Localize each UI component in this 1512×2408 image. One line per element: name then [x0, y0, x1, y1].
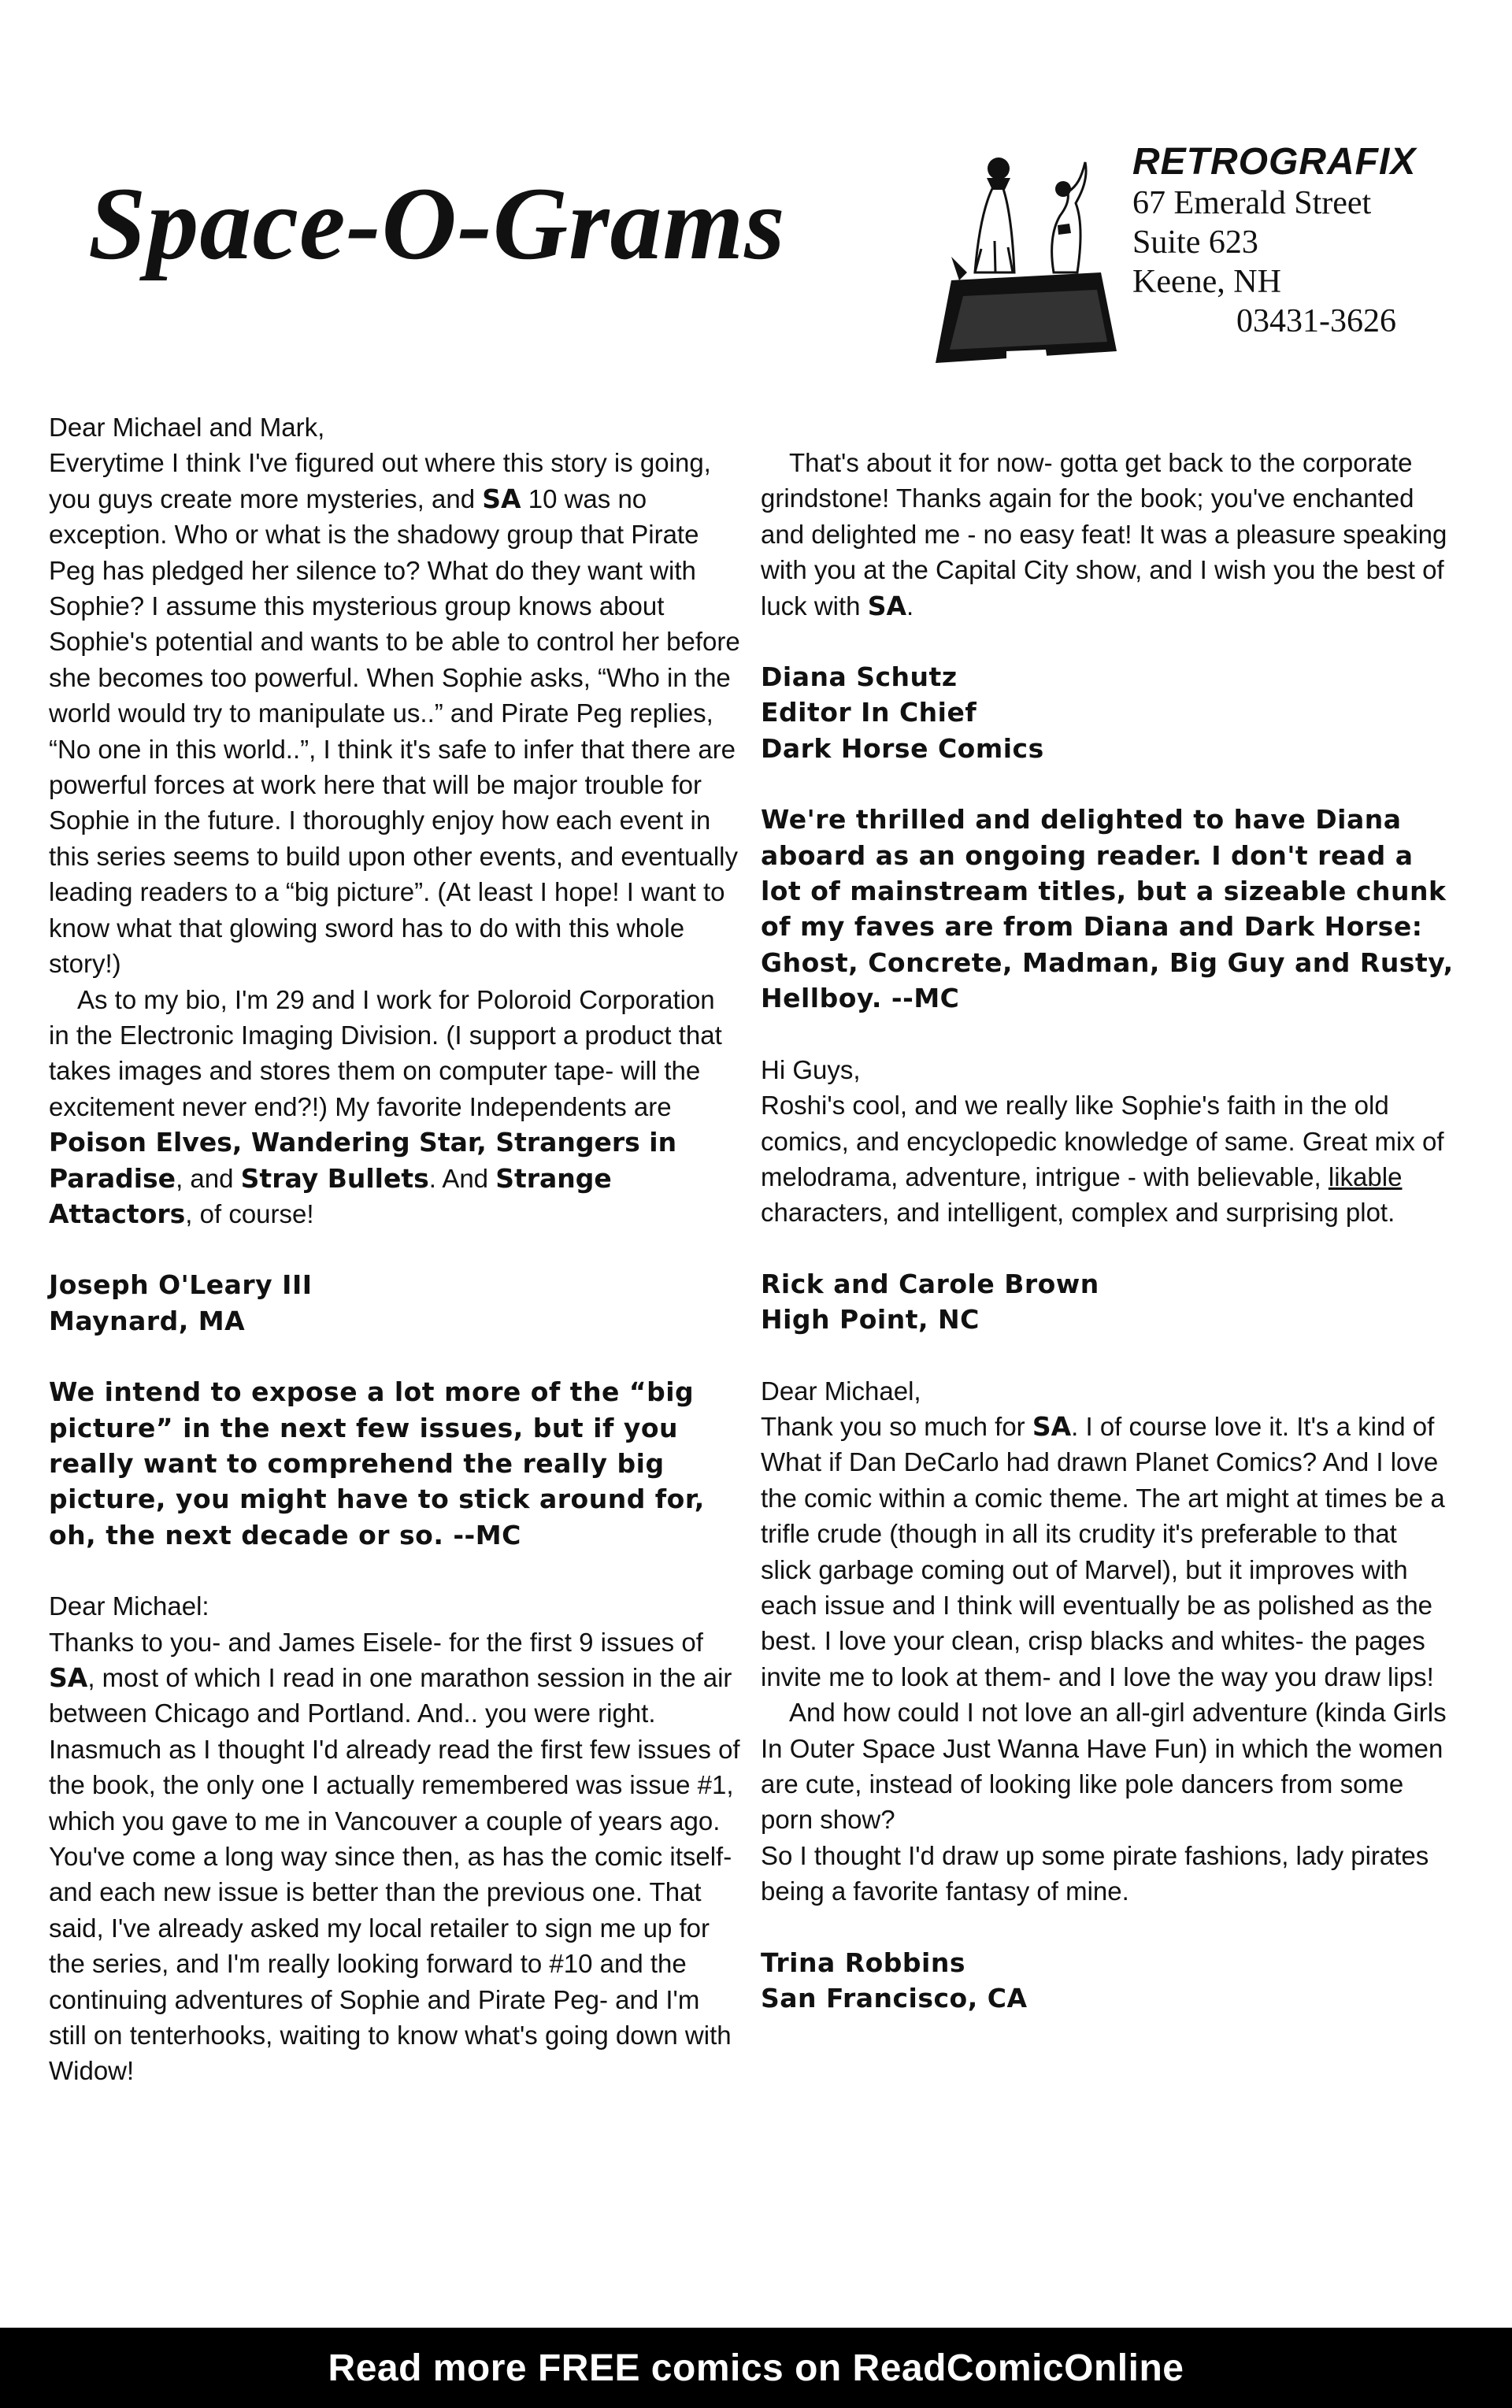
letter-paragraph: Everytime I think I've figured out where this story is going, you guys create more mysteries, and SA 10 was no exception. Who or what is the shadowy group that Pirate Peg has pledged her silence to? What do they want with Sophie? I assume this mysterious group knows about Sophie's potential and wants to be able to control her before she becomes too powerful. When Sophie asks, “Who in the world would try to manipulate us..” and Pirate Peg replies, “No one in this world..”, I think it's safe to infer that there are powerful forces at work here that will be major trouble for Sophie in the future. I thoroughly enjoy how each event in this series seems to build upon other events, and eventually leading readers to a “big picture”. (At least I hope! I want to know what that glowing sword has to do with this whole story!): [49, 448, 740, 979]
publisher-brand: RETROGRAFIX: [1132, 141, 1417, 183]
signature-place: High Point, NC: [761, 1304, 980, 1336]
signature-name: Joseph O'Leary III: [49, 1269, 313, 1301]
letter-signature: [761, 1266, 1454, 1338]
letter-paragraph: And how could I not love an all-girl adventure (kinda Girls In Outer Space Just Wanna Have Fun) in which the women are cute, instead of looking like pole dancers from some porn show?: [761, 1698, 1447, 1835]
letter-signature: [761, 659, 1454, 766]
address-city: Keene, NH: [1132, 263, 1281, 300]
letter-paragraph: So I thought I'd draw up some pirate fashions, lady pirates being a favorite fantasy of mine.: [761, 1840, 1429, 1906]
letter-signature: [761, 1945, 1454, 2017]
editor-reply: We're thrilled and delighted to have Diana aboard as an ongoing reader. I don't read a lot of mainstream titles, but a sizeable chunk of my faves are from Diana and Dark Horse: Ghost, Concrete, Madman, Big Guy and Rusty, Hellboy. --MC: [761, 804, 1454, 1014]
address-street: 67 Emerald Street: [1132, 184, 1372, 221]
letter-paragraph: That's about it for now- gotta get back to the corporate grindstone! Thanks again for the book; you've enchanted and delighted me - no easy feat! It was a pleasure speaking with you at the Capital City show, and I wish you the best of luck with SA.: [761, 448, 1447, 621]
page-title: Space-O-Grams: [88, 165, 786, 281]
signature-name: Rick and Carole Brown: [761, 1268, 1099, 1299]
letter-paragraph: Roshi's cool, and we really like Sophie's faith in the old comics, and encyclopedic knowledge of same. Great mix of melodrama, adventure, intrigue - with believable, likable characters, and intelligent, complex and surprising plot.: [761, 1091, 1444, 1228]
footer-link-text[interactable]: Read more FREE comics on ReadComicOnline: [328, 2347, 1184, 2389]
letter-greeting: Hi Guys,: [761, 1054, 861, 1084]
signature-title: Editor In Chief: [761, 697, 977, 728]
left-column: [49, 409, 742, 2089]
signature-name: Diana Schutz: [761, 661, 958, 693]
footer-banner[interactable]: [0, 2328, 1512, 2408]
rocket-girl-illustration: [920, 154, 1132, 375]
letter-paragraph: Thanks to you- and James Eisele- for the first 9 issues of SA, most of which I read in one marathon session in the air between Chicago and Portland. And.. you were right. Inasmuch as I thought I'd already read the first few issues of the book, the only one I actually remembered was issue #1, which you gave to me in Vancouver a couple of years ago. You've come a long way since then, as has the comic itself- and each new issue is better than the previous one. That said, I've already asked my local retailer to sign me up for the series, and I'm really looking forward to #10 and the continuing adventures of Sophie and Pirate Peg- and I'm still on tenterhooks, waiting to know what's going down with Widow!: [49, 1627, 740, 2086]
masthead: [0, 0, 1512, 378]
editor-reply: We intend to expose a lot more of the “big picture” in the next few issues, but if you really want to comprehend the really big picture, you might have to stick around for, oh, the next decade or so. --MC: [49, 1376, 705, 1550]
letter-greeting: Dear Michael,: [761, 1376, 921, 1406]
signature-name: Trina Robbins: [761, 1947, 965, 1978]
letter-greeting: Dear Michael:: [49, 1591, 209, 1621]
letter-paragraph: Thank you so much for SA. I of course love it. It's a kind of What if Dan DeCarlo had drawn Planet Comics? And I love the comic within a comic theme. The art might at times be a trifle crude (though in all its crudity it's preferable to that slick garbage coming out of Marvel), but it improves with each issue and I think will eventually be as polished as the best. I love your clean, crisp blacks and whites- the pages invite me to look at them- and I love the way you draw lips!: [761, 1410, 1445, 1691]
right-column: [761, 409, 1454, 2051]
publisher-address: [1132, 142, 1447, 341]
letter-signature: [49, 1267, 742, 1339]
signature-place: Maynard, MA: [49, 1305, 246, 1336]
signature-place: San Francisco, CA: [761, 1983, 1028, 2014]
letter-greeting: Dear Michael and Mark,: [49, 413, 325, 442]
address-suite: Suite 623: [1132, 224, 1258, 261]
letter-paragraph: As to my bio, I'm 29 and I work for Poloroid Corporation in the Electronic Imaging Division. (I support a product that takes images and stores them on computer tape- will the excitement never end?!) My favorite Independents are Poison Elves, Wandering Star, Strangers in Paradise, and Stray Bullets. And Strange Attactors, of course!: [49, 984, 722, 1229]
signature-company: Dark Horse Comics: [761, 732, 1044, 764]
address-zip: 03431-3626: [1236, 302, 1396, 339]
